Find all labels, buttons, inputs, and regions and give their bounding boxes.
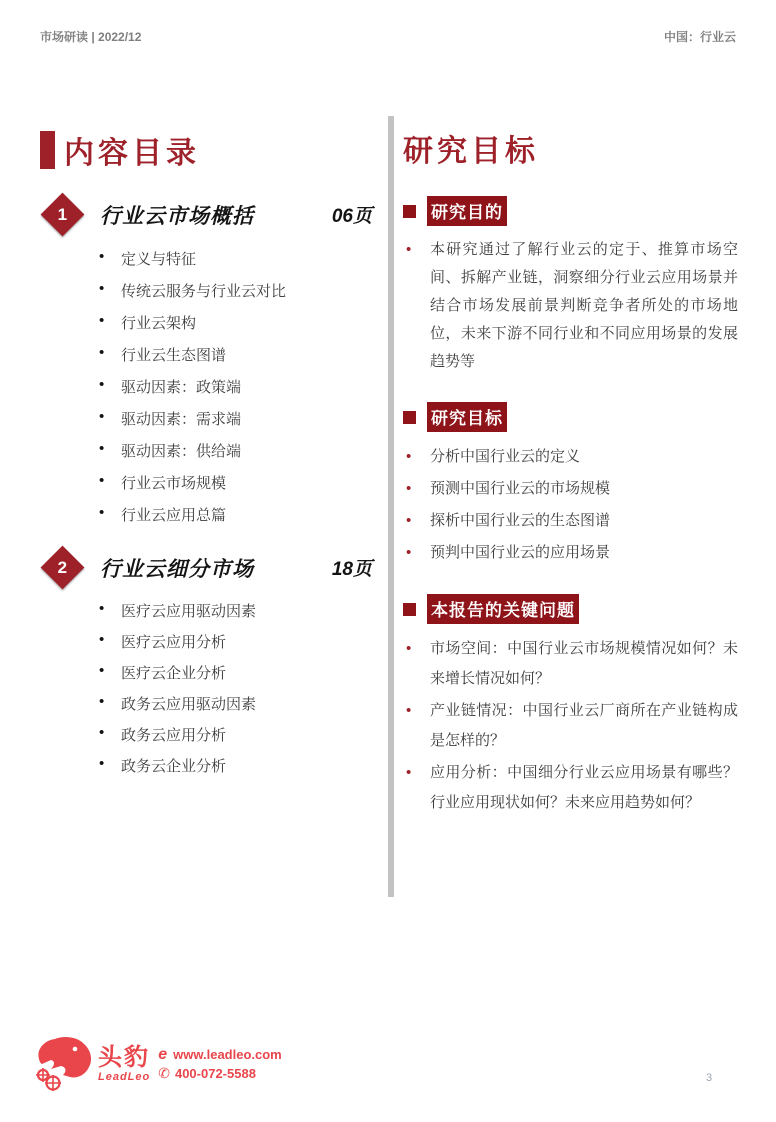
- key-questions-heading: [403, 594, 738, 624]
- objective-item: • 分析中国行业云的定义: [403, 442, 738, 472]
- toc-title-row: [40, 128, 372, 172]
- toc-item[interactable]: • 政务云企业分析: [98, 755, 372, 776]
- section-2-title: 行业云细分市场: [100, 557, 254, 581]
- footer-contact: [158, 1045, 282, 1083]
- toc-section-1-heading[interactable]: [40, 192, 372, 237]
- section-2-page-count: 18页: [331, 559, 372, 580]
- toc-item[interactable]: • 行业云生态图谱: [98, 344, 372, 365]
- leadleo-leopard-icon: [34, 1036, 94, 1092]
- page-header: [40, 28, 736, 45]
- key-question-item: • 应用分析：中国细分行业云应用场景有哪些？行业应用现状如何？未来应用趋势如何？: [403, 758, 738, 818]
- toc-item[interactable]: • 行业云架构: [98, 312, 372, 333]
- objectives-column: [403, 126, 738, 820]
- toc-section-1-items: [98, 248, 372, 525]
- research-purpose-heading: [403, 196, 738, 226]
- toc-item[interactable]: • 定义与特征: [98, 248, 372, 269]
- toc-title: 内容目录: [64, 137, 200, 170]
- brand-name-en: LeadLeo: [98, 1071, 151, 1083]
- section-1-page-count: 06页: [331, 206, 372, 227]
- phone-number[interactable]: 400-072-5588: [174, 1066, 256, 1081]
- toc-item[interactable]: • 政务云应用分析: [98, 724, 372, 745]
- research-goals-label: 研究目标: [427, 402, 507, 432]
- toc-item[interactable]: • 传统云服务与行业云对比: [98, 280, 372, 301]
- toc-section-2-heading[interactable]: [40, 545, 372, 590]
- website-link[interactable]: www.leadleo.com: [173, 1047, 282, 1062]
- toc-column: [40, 128, 372, 790]
- toc-item[interactable]: • 医疗云企业分析: [98, 662, 372, 683]
- research-goals-items: [403, 442, 738, 568]
- toc-item[interactable]: • 政务云应用驱动因素: [98, 693, 372, 714]
- toc-item[interactable]: • 医疗云应用驱动因素: [98, 600, 372, 621]
- website-icon: e: [158, 1045, 168, 1063]
- section-2-number-badge: 2: [41, 546, 85, 590]
- objective-item: • 预判中国行业云的应用场景: [403, 538, 738, 568]
- key-questions-items: [403, 634, 738, 818]
- objective-item: • 预测中国行业云的市场规模: [403, 474, 738, 504]
- toc-item[interactable]: • 医疗云应用分析: [98, 631, 372, 652]
- footer: [34, 1036, 282, 1092]
- title-accent-bar: [40, 131, 55, 169]
- section-1-title: 行业云市场概括: [100, 204, 254, 228]
- square-bullet-icon: [403, 603, 416, 616]
- toc-item[interactable]: • 行业云应用总篇: [98, 504, 372, 525]
- section-1-number-badge: 1: [41, 193, 85, 237]
- objective-paragraph: • 本研究通过了解行业云的定于、推算市场空间、拆解产业链，洞察细分行业云应用场景并结合市场发展前景判断竞争者所处的市场地位，未来下游不同行业和不同应用场景的发展趋势等: [403, 236, 738, 376]
- header-left-label: 市场研读 | 2022/12: [40, 30, 142, 44]
- brand-wordmark: [98, 1045, 150, 1083]
- page-number: 3: [706, 1072, 713, 1084]
- objectives-title: 研究目标: [403, 135, 539, 168]
- square-bullet-icon: [403, 205, 416, 218]
- key-questions-label: 本报告的关键问题: [427, 594, 579, 624]
- research-purpose-label: 研究目的: [427, 196, 507, 226]
- research-purpose-items: [403, 236, 738, 376]
- toc-item[interactable]: • 驱动因素：供给端: [98, 440, 372, 461]
- toc-item[interactable]: • 驱动因素：需求端: [98, 408, 372, 429]
- key-question-item: • 产业链情况：中国行业云厂商所在产业链构成是怎样的？: [403, 696, 738, 756]
- toc-item[interactable]: • 驱动因素：政策端: [98, 376, 372, 397]
- research-goals-heading: [403, 402, 738, 432]
- column-divider: [388, 116, 394, 897]
- header-right-label: 中国：行业云: [663, 30, 736, 44]
- brand-name-cn: 头豹: [98, 1044, 150, 1071]
- toc-item[interactable]: • 行业云市场规模: [98, 472, 372, 493]
- square-bullet-icon: [403, 411, 416, 424]
- objective-item: • 探析中国行业云的生态图谱: [403, 506, 738, 536]
- key-question-item: • 市场空间：中国行业云市场规模情况如何？未来增长情况如何？: [403, 634, 738, 694]
- toc-section-2-items: [98, 600, 372, 776]
- phone-icon: ✆: [158, 1065, 170, 1081]
